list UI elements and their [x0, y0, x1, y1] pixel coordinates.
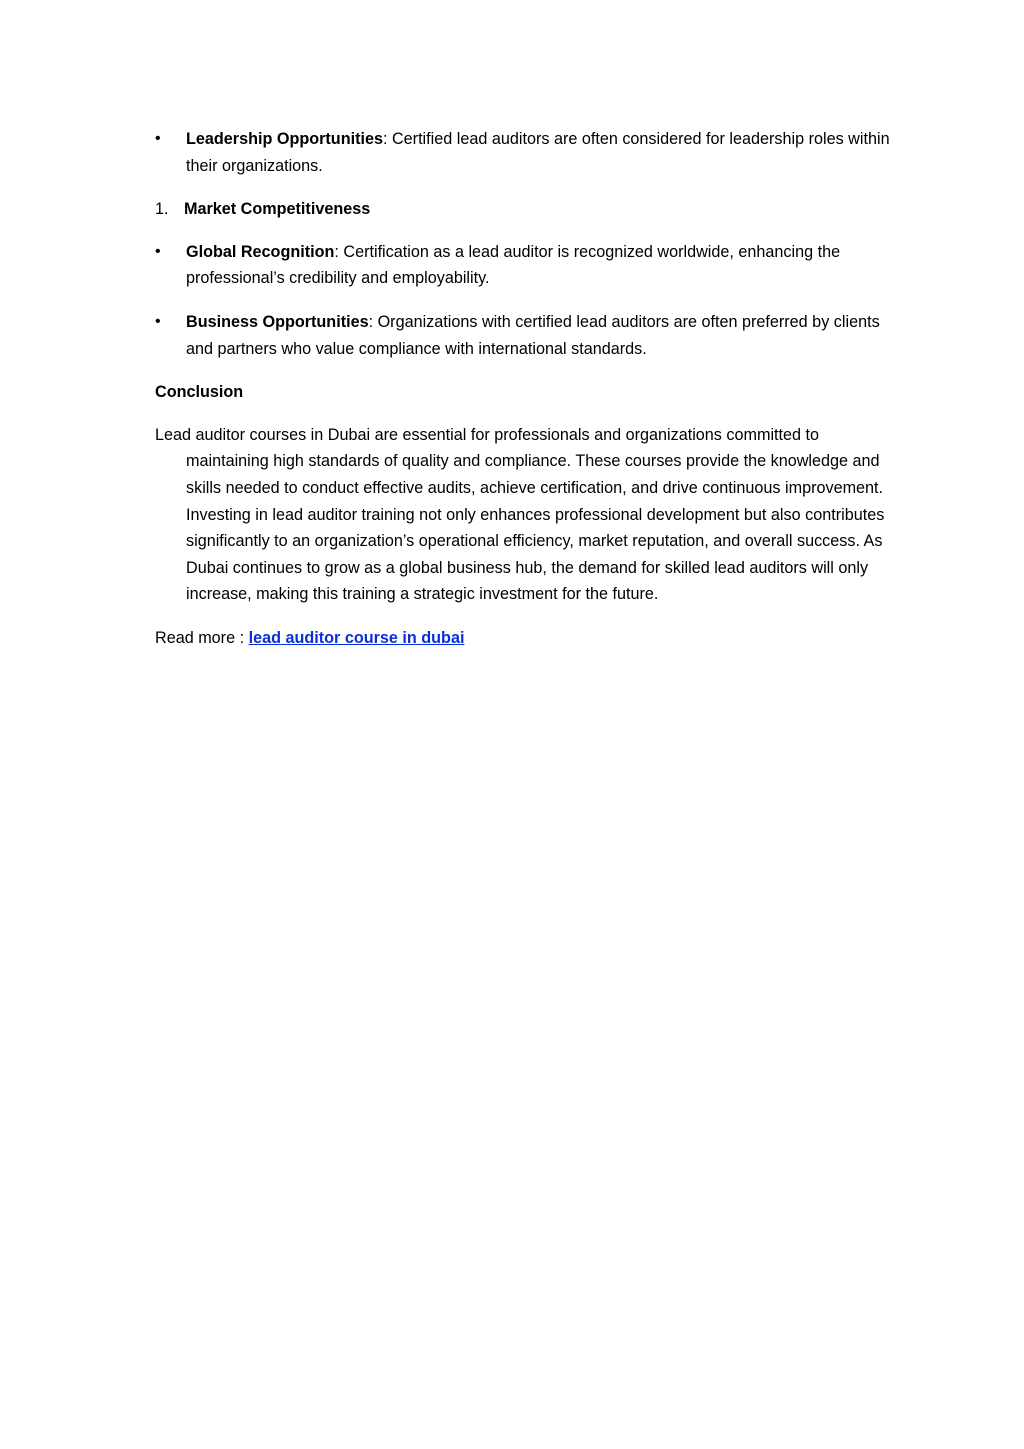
list-item-term: Global Recognition	[186, 242, 335, 261]
read-more-link[interactable]: lead auditor course in dubai	[248, 628, 465, 647]
document-page	[155, 126, 895, 669]
list-item-leadership-opportunities	[155, 126, 895, 179]
bullet-icon: •	[155, 242, 161, 260]
list-number: 1.	[155, 200, 169, 219]
bullet-icon: •	[155, 312, 161, 330]
conclusion-heading: Conclusion	[155, 383, 244, 402]
list-item-global-recognition	[155, 239, 895, 292]
read-more-line	[155, 625, 895, 652]
list-item-text: : Certified lead auditors are often considered for leadership roles within their organizations.	[186, 130, 890, 175]
bullet-icon: •	[155, 130, 161, 147]
list-item-text: : Organizations with certified lead auditors are often preferred by clients and partners who value compliance with international standards.	[186, 312, 880, 358]
numbered-heading-market-competitiveness	[155, 196, 895, 223]
list-item-business-opportunities	[155, 309, 895, 362]
list-item-text: : Certification as a lead auditor is recognized worldwide, enhancing the professional’s credibility and employability.	[186, 242, 841, 288]
conclusion-paragraph: Lead auditor courses in Dubai are essential for professionals and organizations committed to maintaining high standards of quality and compliance. These courses provide the knowledge and skills needed to conduct effective audits, achieve certification, and drive continuous improvement. Investing in lead auditor training not only enhances professional development but also contributes significantly to an organization’s operational efficiency, market reputation, and overall success. As Dubai continues to grow as a global business hub, the demand for skilled lead auditors will only increase, making this training a strategic investment for the future.	[155, 425, 885, 604]
list-item-term: Business Opportunities	[186, 312, 369, 331]
list-item-term: Leadership Opportunities	[186, 130, 383, 148]
numbered-heading-title: Market Competitiveness	[184, 200, 371, 219]
read-more-label: Read more :	[155, 628, 249, 647]
